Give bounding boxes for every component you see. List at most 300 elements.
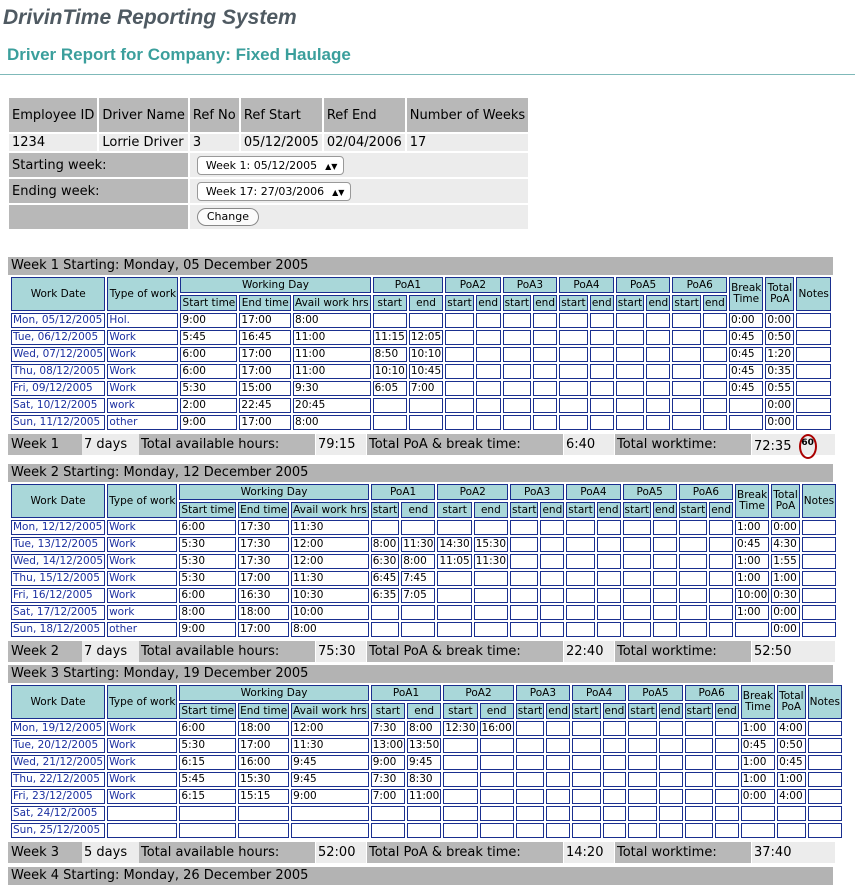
type-of-work-cell: Work: [107, 772, 177, 787]
time-cell: 0:45: [741, 738, 775, 753]
day-row: [11, 588, 836, 603]
summary-poa-break-label: Total PoA & break time:: [367, 434, 563, 455]
time-cell: 2:00: [180, 398, 237, 413]
time-cell: [559, 415, 587, 430]
time-cell: [703, 415, 727, 430]
time-cell: 12:05: [409, 330, 443, 345]
time-cell: [646, 364, 670, 379]
poa-end-header: end: [474, 502, 508, 518]
time-cell: [659, 823, 683, 838]
time-cell: [777, 806, 806, 821]
time-cell: [616, 364, 644, 379]
poa-end-header: end: [654, 504, 675, 516]
time-cell: [476, 347, 501, 362]
num-weeks-header: Number of Weeks: [407, 98, 528, 132]
time-cell: [179, 823, 236, 838]
poa-end-header: end: [409, 295, 443, 311]
time-cell: 0:35: [765, 364, 794, 379]
time-cell: 11:00: [293, 347, 371, 362]
time-cell: 15:15: [238, 789, 289, 804]
time-cell: [616, 415, 644, 430]
time-cell: 0:45: [729, 381, 763, 396]
time-cell: [616, 398, 644, 413]
time-cell: 6:00: [180, 347, 237, 362]
time-cell: [597, 622, 621, 637]
time-cell: 0:45: [729, 347, 763, 362]
time-cell: [653, 537, 677, 552]
time-cell: [590, 398, 614, 413]
type-of-work-cell: Work: [107, 588, 177, 603]
time-cell: [808, 806, 842, 821]
time-cell: [628, 823, 656, 838]
time-cell: 8:00: [371, 537, 399, 552]
time-cell: [729, 415, 763, 430]
time-cell: [474, 571, 508, 586]
working-day-header: Working Day: [179, 685, 368, 701]
time-cell: [741, 806, 775, 821]
time-cell: [445, 415, 473, 430]
time-cell: [443, 772, 477, 787]
time-cell: [715, 823, 739, 838]
time-cell: [480, 738, 514, 753]
work-date-header: Work Date: [11, 277, 105, 311]
time-cell: [709, 605, 733, 620]
time-cell: 1:00: [735, 605, 769, 620]
company-title: Driver Report for Company: Fixed Haulage: [7, 45, 351, 64]
time-cell: 0:00: [765, 398, 794, 413]
time-cell: 6:15: [179, 789, 236, 804]
week-heading: Week 1 Starting: Monday, 05 December 2005: [8, 257, 833, 275]
time-cell: [510, 537, 538, 552]
week-heading: Week 4 Starting: Monday, 26 December 2005: [8, 867, 833, 885]
driver-info-table: [7, 96, 530, 231]
time-cell: [503, 398, 531, 413]
time-cell: 1:20: [765, 347, 794, 362]
time-cell: [808, 823, 842, 838]
time-cell: [572, 806, 600, 821]
time-cell: [616, 347, 644, 362]
summary-days: 7 days: [82, 434, 139, 455]
time-cell: [802, 588, 836, 603]
time-cell: [703, 364, 727, 379]
time-cell: [628, 806, 656, 821]
poa-end-header: end: [548, 705, 569, 717]
time-cell: [672, 364, 700, 379]
day-row: [11, 520, 836, 535]
poa5-header: PoA5: [628, 685, 682, 701]
poa-start-header: start: [624, 504, 649, 516]
time-cell: [437, 605, 471, 620]
time-cell: [572, 772, 600, 787]
summary-week: Week 2: [8, 641, 82, 662]
day-row: [11, 330, 831, 345]
time-cell: [603, 738, 627, 753]
time-cell: [703, 381, 727, 396]
time-cell: [679, 537, 707, 552]
ending-week-select[interactable]: [197, 182, 352, 201]
time-cell: [401, 520, 435, 535]
time-cell: [510, 605, 538, 620]
week-summary: [8, 434, 833, 455]
time-cell: 5:30: [179, 554, 236, 569]
end-time-header: End time: [240, 504, 288, 516]
start-time-header: Start time: [181, 705, 235, 717]
time-cell: [476, 330, 501, 345]
work-date-cell: Sun, 11/12/2005: [11, 415, 105, 430]
poa-start-header: start: [517, 705, 543, 717]
time-cell: 13:00: [372, 739, 403, 751]
day-row: [11, 789, 842, 804]
time-cell: [503, 364, 531, 379]
poa-end-header: end: [711, 504, 731, 516]
time-cell: [445, 398, 473, 413]
time-cell: [540, 571, 564, 586]
time-cell: 17:30: [238, 537, 289, 552]
poa1-header: PoA1: [373, 277, 444, 293]
time-cell: [516, 823, 544, 838]
poa-start-header: start: [686, 705, 712, 717]
time-cell: [566, 537, 594, 552]
end-time-header: End time: [240, 705, 288, 717]
work-date-header: Work Date: [11, 685, 105, 719]
poa-start-header: start: [617, 297, 643, 309]
summary-poa-break-value: 14:20: [564, 842, 614, 863]
time-cell: 1:00: [771, 571, 800, 586]
week-summary: [8, 641, 833, 662]
time-cell: [672, 313, 700, 328]
day-row: [11, 622, 836, 637]
time-cell: 10:45: [409, 364, 443, 379]
time-cell: [533, 330, 557, 345]
time-cell: 6:30: [371, 554, 399, 569]
time-cell: [623, 537, 651, 552]
time-cell: 13:50: [409, 739, 440, 751]
poa-end-header: end: [703, 295, 727, 311]
time-cell: 11:30: [475, 555, 506, 567]
time-cell: [679, 554, 707, 569]
type-of-work-cell: Work: [107, 571, 177, 586]
time-cell: 7:00: [371, 789, 405, 804]
time-cell: [646, 330, 670, 345]
time-cell: 1:00: [735, 520, 769, 535]
day-row: [11, 823, 842, 838]
poa-end-header: end: [542, 504, 563, 516]
time-cell: [679, 622, 707, 637]
time-cell: [623, 571, 651, 586]
time-cell: [516, 738, 544, 753]
working-day-header: Working Day: [179, 484, 368, 500]
day-row: [11, 537, 836, 552]
time-cell: [510, 588, 538, 603]
starting-week-cell: [190, 153, 528, 177]
day-row: [11, 721, 842, 736]
starting-week-select[interactable]: [197, 156, 345, 175]
time-cell: [566, 588, 594, 603]
summary-available-value: 79:15: [316, 434, 366, 455]
poa-start-header: start: [574, 705, 599, 717]
work-date-header: Work Date: [11, 484, 105, 518]
time-cell: [510, 622, 538, 637]
time-cell: [709, 537, 733, 552]
time-cell: [735, 622, 769, 637]
time-cell: 17:00: [239, 313, 291, 328]
day-row: [11, 571, 836, 586]
time-cell: [715, 721, 739, 736]
time-cell: [476, 313, 501, 328]
time-cell: 9:00: [179, 622, 236, 637]
time-cell: [445, 330, 473, 345]
time-cell: 11:05: [439, 555, 470, 567]
time-cell: 5:30: [179, 537, 236, 552]
time-cell: [566, 554, 594, 569]
week-block: [8, 464, 835, 659]
time-cell: 17:00: [238, 571, 289, 586]
time-cell: [516, 772, 544, 787]
change-button[interactable]: Change: [197, 208, 259, 226]
avail-hrs-header: Avail work hrs: [293, 504, 367, 516]
time-cell: 0:00: [771, 605, 800, 620]
time-cell: [802, 520, 836, 535]
select-arrows-icon: ▲▼: [325, 161, 338, 171]
time-cell: [401, 605, 435, 620]
type-of-work-cell: Work: [107, 721, 177, 736]
summary-poa-break-value: 22:40: [564, 641, 614, 662]
type-of-work-cell: [107, 823, 177, 838]
day-row: [11, 313, 831, 328]
poa1-header: PoA1: [371, 484, 436, 500]
ref-no-header: Ref No: [190, 98, 239, 132]
poa-start-header: start: [372, 504, 398, 516]
poa-end-header: end: [660, 705, 681, 717]
time-cell: [590, 313, 614, 328]
starting-week-label: Starting week:: [9, 153, 188, 177]
time-cell: [672, 347, 700, 362]
summary-worktime-cell: [752, 842, 835, 863]
poa-end-header: end: [646, 295, 670, 311]
time-cell: [628, 789, 656, 804]
time-cell: [371, 823, 405, 838]
time-cell: [623, 588, 651, 603]
type-of-work-cell: [107, 806, 177, 821]
time-cell: [703, 398, 727, 413]
time-cell: [510, 520, 538, 535]
time-cell: [653, 605, 677, 620]
time-cell: [703, 313, 727, 328]
day-row: [11, 605, 836, 620]
work-date-cell: Tue, 13/12/2005: [11, 537, 105, 552]
time-cell: 1:00: [735, 554, 769, 569]
time-cell: 0:45: [729, 330, 763, 345]
time-cell: 0:30: [771, 588, 800, 603]
time-cell: [572, 755, 600, 770]
time-cell: [546, 823, 570, 838]
time-cell: [474, 520, 508, 535]
time-cell: [802, 537, 836, 552]
time-cell: [409, 313, 443, 328]
poa2-header: PoA2: [443, 685, 514, 701]
type-of-work-cell: work: [107, 605, 177, 620]
time-cell: [540, 588, 564, 603]
time-cell: [546, 806, 570, 821]
time-cell: 16:45: [239, 330, 291, 345]
type-of-work-cell: Work: [107, 520, 177, 535]
time-cell: [476, 415, 501, 430]
employee-id-header: Employee ID: [9, 98, 97, 132]
work-date-cell: Fri, 23/12/2005: [11, 789, 105, 804]
time-cell: [715, 772, 739, 787]
time-cell: 16:30: [238, 588, 289, 603]
time-cell: [646, 347, 670, 362]
time-cell: 6:35: [371, 588, 399, 603]
time-cell: 10:00: [737, 589, 768, 601]
time-cell: [559, 364, 587, 379]
work-date-cell: Tue, 06/12/2005: [11, 330, 105, 345]
time-cell: [646, 415, 670, 430]
time-cell: [685, 823, 713, 838]
time-cell: [616, 313, 644, 328]
break-time-header: Break Time: [741, 685, 775, 719]
summary-worktime-label: Total worktime:: [615, 842, 751, 863]
time-cell: [572, 721, 600, 736]
time-cell: 1:55: [771, 554, 800, 569]
work-date-cell: Mon, 05/12/2005: [11, 313, 105, 328]
time-cell: 5:30: [179, 738, 236, 753]
time-cell: 5:45: [180, 330, 237, 345]
time-cell: [546, 738, 570, 753]
summary-poa-break-label: Total PoA & break time:: [367, 641, 563, 662]
time-cell: [659, 806, 683, 821]
time-cell: 6:15: [179, 755, 236, 770]
time-cell: [590, 381, 614, 396]
ending-week-cell: [190, 179, 528, 203]
time-cell: [685, 772, 713, 787]
time-cell: 1:00: [741, 721, 775, 736]
summary-available-label: Total available hours:: [139, 434, 315, 455]
time-cell: [597, 571, 621, 586]
time-cell: [796, 381, 831, 396]
time-cell: [679, 605, 707, 620]
time-cell: 8:50: [373, 347, 407, 362]
time-cell: [597, 605, 621, 620]
poa-start-header: start: [630, 705, 655, 717]
type-of-work-cell: Work: [107, 347, 178, 362]
time-cell: [623, 554, 651, 569]
time-cell: [672, 398, 700, 413]
work-date-cell: Mon, 19/12/2005: [11, 721, 105, 736]
poa3-header: PoA3: [516, 685, 570, 701]
work-date-cell: Mon, 12/12/2005: [11, 520, 105, 535]
time-cell: 8:00: [407, 721, 441, 736]
time-cell: 10:30: [291, 588, 369, 603]
time-cell: 1:00: [777, 772, 806, 787]
time-cell: [709, 571, 733, 586]
time-cell: [401, 622, 435, 637]
time-cell: 7:30: [371, 721, 405, 736]
time-cell: 5:30: [179, 571, 236, 586]
time-cell: 18:00: [238, 721, 289, 736]
time-cell: 17:30: [238, 520, 289, 535]
ending-week-value: Week 17: 27/03/2006: [205, 184, 325, 198]
time-cell: 7:45: [401, 571, 435, 586]
time-cell: [685, 738, 713, 753]
time-cell: [533, 415, 557, 430]
time-cell: 14:30: [439, 538, 470, 550]
time-cell: [796, 330, 831, 345]
week-heading: Week 3 Starting: Monday, 19 December 2005: [8, 665, 833, 683]
time-cell: 9:30: [293, 381, 371, 396]
time-cell: [653, 554, 677, 569]
poa-end-header: end: [407, 703, 441, 719]
time-cell: [533, 398, 557, 413]
work-date-cell: Wed, 07/12/2005: [11, 347, 105, 362]
time-cell: [443, 823, 477, 838]
type-of-work-cell: Work: [107, 330, 178, 345]
poa-start-header: start: [561, 297, 586, 309]
work-date-cell: Sun, 25/12/2005: [11, 823, 105, 838]
type-of-work-cell: Work: [107, 381, 178, 396]
time-cell: [443, 738, 477, 753]
time-cell: [437, 622, 471, 637]
time-cell: [533, 347, 557, 362]
poa6-header: PoA6: [672, 277, 727, 293]
time-cell: [628, 738, 656, 753]
time-cell: 6:05: [373, 381, 407, 396]
day-row: [11, 347, 831, 362]
time-cell: [445, 364, 473, 379]
employee-id-value: 1234: [9, 134, 97, 151]
summary-week: Week 1: [8, 434, 82, 455]
work-date-cell: Wed, 21/12/2005: [13, 756, 104, 768]
time-cell: [179, 806, 236, 821]
time-cell: 6:00: [180, 364, 237, 379]
time-cell: [540, 520, 564, 535]
time-cell: 0:50: [777, 738, 806, 753]
time-cell: [659, 755, 683, 770]
time-cell: [672, 330, 700, 345]
time-cell: [685, 721, 713, 736]
time-cell: [796, 398, 831, 413]
time-cell: 9:00: [291, 789, 369, 804]
time-cell: [533, 364, 557, 379]
time-cell: 6:00: [179, 721, 236, 736]
time-cell: [559, 398, 587, 413]
time-cell: [590, 330, 614, 345]
week-table: [9, 275, 833, 432]
time-cell: [796, 364, 831, 379]
time-cell: [371, 605, 399, 620]
day-row: [11, 806, 842, 821]
poa-start-header: start: [447, 297, 472, 309]
time-cell: [572, 789, 600, 804]
poa-end-header: end: [717, 705, 737, 717]
day-row: [11, 772, 842, 787]
time-cell: 11:30: [291, 738, 369, 753]
avail-hrs-header: Avail work hrs: [293, 705, 367, 717]
time-cell: 12:00: [291, 537, 369, 552]
notes-header: Notes: [796, 277, 831, 311]
poa-start-header: start: [373, 295, 407, 311]
time-cell: [480, 755, 514, 770]
time-cell: [407, 806, 441, 821]
time-cell: [623, 520, 651, 535]
type-of-work-header: Type of work: [107, 685, 177, 719]
poa5-header: PoA5: [616, 277, 671, 293]
time-cell: [503, 313, 531, 328]
time-cell: 6:00: [179, 520, 236, 535]
avail-hrs-header: Avail work hrs: [295, 297, 369, 309]
day-row: [11, 364, 831, 379]
time-cell: [808, 772, 842, 787]
